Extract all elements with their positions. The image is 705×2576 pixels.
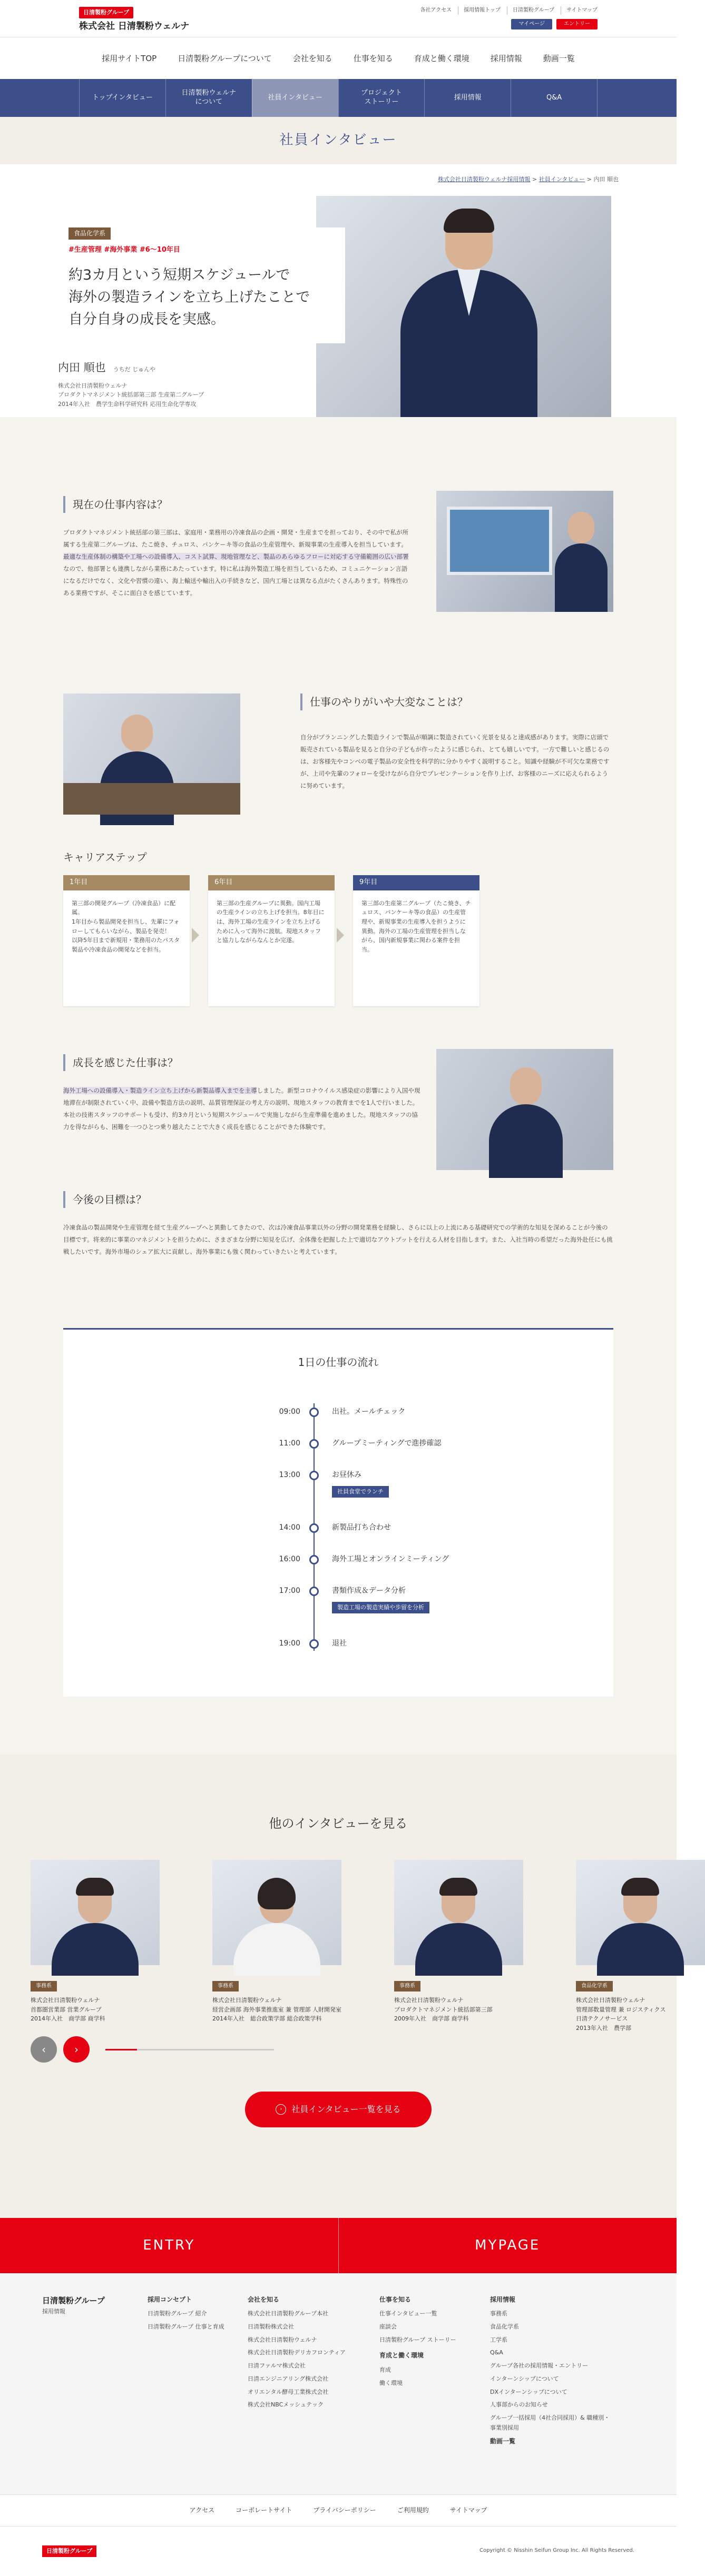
footer-copyright-bar <box>0 2526 677 2576</box>
catch-line: 海外の製造ラインを立ち上げたことで <box>68 289 310 305</box>
footer-link[interactable]: 株式会社日清製粉デリカフロンティア <box>248 2349 346 2356</box>
career-step <box>353 875 479 1006</box>
footer-link[interactable]: オリエンタル酵母工業株式会社 <box>248 2388 329 2395</box>
flow-title: 1日の仕事の流れ <box>298 1356 379 1369</box>
footer-bottom-link[interactable]: サイトマップ <box>449 2506 487 2514</box>
card-tag: 事務系 <box>31 1981 57 1992</box>
footer-link[interactable]: 工学系 <box>490 2336 507 2343</box>
footer-link[interactable]: 日清製粉グループ ストーリー <box>379 2336 456 2343</box>
site-header <box>0 0 677 37</box>
footer-link[interactable]: 人事部からのお知らせ <box>490 2401 548 2409</box>
interview-card-photo <box>394 1860 523 1965</box>
top-link[interactable]: 各社アクセス <box>420 7 452 13</box>
flow-text: 退社 <box>332 1639 347 1648</box>
footer-link[interactable]: 日清製粉株式会社 <box>248 2323 294 2331</box>
employee-kana: うちだ じゅんや <box>113 366 156 373</box>
section-text: 海外工場への設備導入・製造ライン立ち上げから新製品導入までを主導しました。新型コロナウイルス感染症の影響により入国や現地滞在が制限されていく中、設備や製造方法の説明、品質管理保証の考え方の説明、現地スタッフの教育までを1人で行いました。本社の技術スタッフのサポートも受け、約3カ月という短期スケジュールで実施しながら生産準備を進めました。現地スタッフの協力を得ながらも、困難を一つひとつ乗り越えたことで大きく成長を感じることができた体験です。 <box>63 1087 420 1131</box>
footer-col <box>379 2294 464 2391</box>
section-heading: 今後の目標は？ <box>63 1191 613 1208</box>
career-arrow-icon <box>192 928 199 943</box>
flow-subnote: 社員食堂でランチ <box>332 1486 389 1498</box>
career-year: 6年目 <box>208 875 335 890</box>
footer-link[interactable]: 日清製粉グループ 仕事と育成 <box>148 2323 224 2331</box>
footer-link[interactable]: 日清ファルマ株式会社 <box>248 2362 306 2370</box>
interview-body <box>0 417 677 1755</box>
subnav-item[interactable]: トップインタビュー <box>79 79 165 117</box>
timeline-dot-icon <box>309 1523 319 1533</box>
logo-group-badge: 日清製粉グループ <box>79 7 133 18</box>
hero-photo <box>316 196 611 417</box>
site-footer <box>0 2273 677 2494</box>
gnav-item[interactable]: 日清製粉グループについて <box>178 53 272 63</box>
catch-line: 自分自身の成長を実感。 <box>68 311 225 328</box>
footer-col <box>148 2294 227 2335</box>
card-text: 株式会社日清製粉ウェルナ プロダクトマネジメント統括部第三部 2009年入社 商学部 商学科 <box>394 1997 493 2023</box>
category-tag: 食品化学系 <box>68 227 111 240</box>
subnav-item[interactable]: 採用情報 <box>424 79 511 117</box>
breadcrumb-sep: > <box>585 176 594 183</box>
section-text: プロダクトマネジメント統括部の第三部は、家庭用・業務用の冷凍食品の企画・開発・生産までを担っており、その中で私が所属する生産第二グループは、たこ焼き、チュロス、パンケーキ等の食品の生産管理や、新規事業の生産導入を担当しています。最適な生産体制の構築や工場への設備導入、コスト試算、現地管理など、製品のあらゆるフローに対応する守備範囲の広い部署なので、他部署とも連携しながら業務にあたっています。特に私は海外製造工場を担当しているため、コミュニケーション言語になるだけでなく、文化や習慣の違い、海上輸送や輸出入の手続きなど、国内工場とは異なる点がたくさんあります。特殊性のある業務ですが、そこに面白さを感じています。 <box>63 529 409 597</box>
card-text: 株式会社日清製粉ウェルナ 首都圏営業部 営業グループ 2014年入社 商学部 商学科 <box>31 1997 105 2023</box>
chevron-right-icon[interactable]: › <box>63 2036 90 2063</box>
timeline-dot-icon <box>309 1408 319 1417</box>
footer-group-logo[interactable]: 日清製粉グループ <box>42 2545 96 2557</box>
career-title: キャリアステップ <box>63 851 147 864</box>
flow-text: 書類作成＆データ分析 <box>332 1587 406 1595</box>
timeline-dot-icon <box>309 1587 319 1596</box>
top-link[interactable]: 日清製粉グループ <box>507 6 554 15</box>
section-heading: 仕事のやりがいや大変なことは？ <box>300 693 613 710</box>
gnav-item[interactable]: 会社を知る <box>292 53 332 63</box>
section-text: 冷凍食品の製品開発や生産管理を経て生産グループへと異動してきたので、次は冷凍食品事業以外の分野の開発業務を経験し、さらに以上の上流にある基礎研究での学術的な知見を深めることが今後の目標です。将来的に事業のマネジメントを担うために、さまざまな分野に知見を広げ、全体像を把握した上で適切なアウトプットを行える人材を目指します。また、入社当時の希望だった海外赴任にも挑戦したいです。海外市場のシェア拡大に貢献し、海外事業にも強く関わっていきたいと考えています。 <box>63 1224 613 1255</box>
employee-affiliation <box>58 381 306 409</box>
section-current <box>63 496 411 599</box>
entry-button[interactable]: エントリー <box>556 19 598 29</box>
footer-logo-sub: 採用情報 <box>42 2308 65 2315</box>
breadcrumb-link[interactable]: 株式会社日清製粉ウェルナ採用情報 <box>437 176 531 183</box>
interview-card[interactable] <box>576 1860 705 2033</box>
top-link[interactable]: サイトマップ <box>561 6 598 15</box>
career-year: 9年目 <box>353 875 479 890</box>
interview-card[interactable] <box>212 1860 341 2024</box>
footer-link[interactable]: 株式会社NBCメッシュテック <box>248 2401 324 2409</box>
flow-row <box>63 1438 613 1453</box>
flow-text: 新製品打ち合わせ <box>332 1523 391 1532</box>
others-title: 他のインタビューを見る <box>269 1816 408 1831</box>
card-text: 株式会社日清製粉ウェルナ 管理部数量管理 兼 ロジスティクス 日清テクノサービス 2013年入社 農学部 <box>576 1997 666 2032</box>
career-text: 第三部の開発グループ（冷凍食品）に配属。 1年目から製品開発を担当し、先輩にフォローしてもらいながら、製品を発売！ 以降5年目まで新規用・業務用のたパスタ製品や冷凍食品の開発などを担当。 <box>63 890 190 1006</box>
entry-cta[interactable]: ENTRY <box>0 2218 339 2273</box>
career-steps <box>63 875 485 1012</box>
flow-time: 16:00 <box>279 1555 300 1563</box>
flow-row <box>63 1585 613 1622</box>
hashtags: #生産管理 #海外事業 #6〜10年目 <box>68 246 180 254</box>
aff-line: 株式会社日清製粉ウェルナ <box>58 382 128 389</box>
footer-col <box>490 2294 611 2451</box>
footer-link[interactable]: 日清製粉グループ 紹介 <box>148 2310 207 2317</box>
gnav-item[interactable]: 育成と働く環境 <box>414 53 469 63</box>
copyright: Copyright © Nisshin Seifun Group Inc. All Rights Reserved. <box>479 2548 634 2553</box>
career-year: 1年目 <box>63 875 190 890</box>
footer-bottom-link[interactable]: プライバシーポリシー <box>313 2506 376 2514</box>
footer-link[interactable]: 働く環境 <box>379 2379 403 2386</box>
section-text: 自分がプランニングした製造ラインで製品が順調に製造されていく光景を見ると達成感があります。実際に店頭で販売されている製品を見ると自分の子どもが作ったように感じられ、とても嬉しいです。一方で難しいと感じるのは、お客様先やコンベの電子製品の安全性を科学的に分かりやすく説明すること。知識や経験が不可欠な業務ですが、上司や先輩のフォローを受けながら自分でプレゼンテーションを作り上げ、お客様のニーズに応えられるように努めています。 <box>300 734 610 789</box>
footer-link[interactable]: 座談会 <box>379 2323 397 2331</box>
photo-walking <box>436 1049 613 1170</box>
footer-bottom-link[interactable]: コーポレートサイト <box>236 2506 292 2514</box>
timeline-dot-icon <box>309 1439 319 1449</box>
gnav-item[interactable]: 採用サイトTOP <box>102 53 157 63</box>
flow-row <box>63 1406 613 1422</box>
mypage-cta[interactable]: MYPAGE <box>339 2218 677 2273</box>
section-growth <box>63 1054 422 1133</box>
chevron-left-icon[interactable]: ‹ <box>31 2036 57 2063</box>
breadcrumb-link[interactable]: 社員インタビュー <box>538 176 585 183</box>
flow-row <box>63 1553 613 1569</box>
flow-time: 17:00 <box>279 1587 300 1595</box>
footer-link[interactable]: 食品化学系 <box>490 2323 519 2331</box>
footer-link[interactable]: インターンシップについて <box>490 2375 559 2382</box>
section-goal <box>63 1191 613 1258</box>
sub-nav <box>0 79 677 117</box>
flow-row <box>63 1469 613 1506</box>
footer-heading[interactable]: 採用コンセプト <box>148 2296 192 2303</box>
hero-section <box>0 196 677 417</box>
timeline-dot-icon <box>309 1555 319 1564</box>
carousel-progress <box>105 2049 274 2050</box>
card-tag: 事務系 <box>212 1981 239 1992</box>
top-link[interactable]: 採用情報トップ <box>458 6 501 15</box>
subnav-item[interactable]: プロジェクト ストーリー <box>338 79 425 117</box>
flow-time: 11:00 <box>279 1439 300 1448</box>
section-reward <box>300 693 613 792</box>
interview-carousel <box>31 1860 677 2032</box>
footer-heading[interactable]: 会社を知る <box>248 2296 280 2303</box>
logo-company: 株式会社 日清製粉ウェルナ <box>79 21 190 32</box>
footer-heading[interactable]: 動画一覧 <box>490 2438 516 2445</box>
breadcrumb-sep: > <box>530 176 539 183</box>
hero-catch <box>68 264 335 331</box>
card-text: 株式会社日清製粉ウェルナ 経営企画部 海外事業推進室 兼 管理部 人財開発室 2014年入社 総合政策学部 総合政策学科 <box>212 1997 341 2023</box>
footer-link[interactable]: DXインターンシップについて <box>490 2388 567 2395</box>
footer-bottom-links <box>0 2494 677 2526</box>
flow-subnote: 製造工場の製造実績や歩留を分析 <box>332 1602 429 1613</box>
gnav-item[interactable]: 採用情報 <box>490 53 522 63</box>
flow-text: お昼休み <box>332 1471 361 1479</box>
subnav-item[interactable]: 日清製粉ウェルナ について <box>165 79 252 117</box>
flow-time: 09:00 <box>279 1408 300 1416</box>
footer-logo-text: 日清製粉グループ <box>42 2296 105 2305</box>
other-interviews <box>0 1755 677 2218</box>
interview-card-photo <box>576 1860 705 1965</box>
timeline-dot-icon <box>309 1639 319 1649</box>
global-nav <box>0 37 677 79</box>
flow-time: 14:00 <box>279 1523 300 1532</box>
interview-card-photo <box>212 1860 341 1965</box>
footer-bottom-link[interactable]: アクセス <box>189 2506 215 2514</box>
arrow-right-icon: › <box>276 2104 286 2115</box>
card-tag: 食品化学系 <box>576 1981 613 1992</box>
site-logo[interactable] <box>79 6 189 34</box>
footer-link[interactable]: グループ各社の採用情報・エントリー <box>490 2362 589 2370</box>
footer-link[interactable]: Q&A <box>490 2349 503 2356</box>
section-heading: 現在の仕事内容は？ <box>63 496 411 513</box>
footer-link[interactable]: グループ一括採用（4社合同採用）& 職種別・事業別採用 <box>490 2414 610 2431</box>
footer-logo[interactable] <box>42 2294 105 2316</box>
page-title: 社員インタビュー <box>0 117 677 164</box>
mypage-button[interactable]: マイページ <box>511 19 552 29</box>
breadcrumb-current: 内田 順也 <box>593 176 619 183</box>
aff-line: 2014年入社 農学生命科学研究科 応用生命化学専攻 <box>58 400 197 408</box>
interview-card[interactable] <box>31 1860 160 2024</box>
flow-time: 19:00 <box>279 1639 300 1648</box>
footer-link[interactable]: 日清エンジニアリング株式会社 <box>248 2375 329 2382</box>
subnav-item-active[interactable]: 社員インタビュー <box>252 79 338 117</box>
gnav-item[interactable]: 動画一覧 <box>543 53 575 63</box>
footer-link[interactable]: 事務系 <box>490 2310 507 2317</box>
interview-card-photo <box>31 1860 160 1965</box>
footer-heading[interactable]: 育成と働く環境 <box>379 2352 424 2360</box>
career-text: 第三部の生産グループに異動。国内工場の生産ラインの立ち上げを担当。8年目には、海外工場の生産ラインを立ち上げるために入って海外に渡航。現地スタッフと協力しながらなんとか完遂。 <box>208 890 335 1006</box>
top-links <box>420 6 598 15</box>
footer-link[interactable]: 株式会社日清製粉グループ本社 <box>248 2310 329 2317</box>
flow-row <box>63 1522 613 1538</box>
footer-heading[interactable]: 仕事を知る <box>379 2296 412 2303</box>
flow-text: グループミーティングで進捗確認 <box>332 1439 442 1448</box>
footer-link[interactable]: 育成 <box>379 2366 391 2373</box>
footer-col <box>248 2294 348 2413</box>
aff-line: プロダクトマネジメント統括部第三部 生産第二グループ <box>58 391 204 399</box>
career-step <box>208 875 335 1006</box>
hero-card <box>58 227 345 343</box>
subnav-item[interactable]: Q&A <box>511 79 598 117</box>
flow-row <box>63 1638 613 1653</box>
flow-time: 13:00 <box>279 1471 300 1479</box>
career-text: 第三部の生産第二グループ（たこ焼き、チュロス、パンケーキ等の食品）の生産管理や、新規事業の生産導入を担うように異動。海外の工場の生産管理を担当しながら、国内新規事業に関わる案件を担当。 <box>353 890 479 1006</box>
photo-office <box>436 491 613 612</box>
career-step <box>63 875 190 1006</box>
list-button-label: 社員インタビュー一覧を見る <box>291 2104 401 2115</box>
daily-flow <box>63 1328 613 1697</box>
footer-link[interactable]: 株式会社日清製粉ウェルナ <box>248 2336 317 2343</box>
timeline-dot-icon <box>309 1471 319 1480</box>
card-tag: 事務系 <box>394 1981 420 1992</box>
footer-link[interactable]: 仕事インタビュー一覧 <box>379 2310 437 2317</box>
career-arrow-icon <box>337 928 344 943</box>
gnav-item[interactable]: 仕事を知る <box>353 53 393 63</box>
catch-line: 約3カ月という短期スケジュールで <box>68 266 290 283</box>
interview-list-button[interactable] <box>245 2092 432 2127</box>
flow-text: 出社。メールチェック <box>332 1408 406 1416</box>
footer-heading[interactable]: 採用情報 <box>490 2296 516 2303</box>
employee-name: 内田 順也 <box>58 361 106 374</box>
breadcrumb <box>0 164 677 196</box>
cta-bar <box>0 2218 677 2273</box>
section-heading: 成長を感じた仕事は？ <box>63 1054 422 1071</box>
photo-phone <box>63 693 240 815</box>
interview-card[interactable] <box>394 1860 523 2024</box>
footer-bottom-link[interactable]: ご利用規約 <box>397 2506 429 2514</box>
flow-text: 海外工場とオンラインミーティング <box>332 1555 449 1563</box>
